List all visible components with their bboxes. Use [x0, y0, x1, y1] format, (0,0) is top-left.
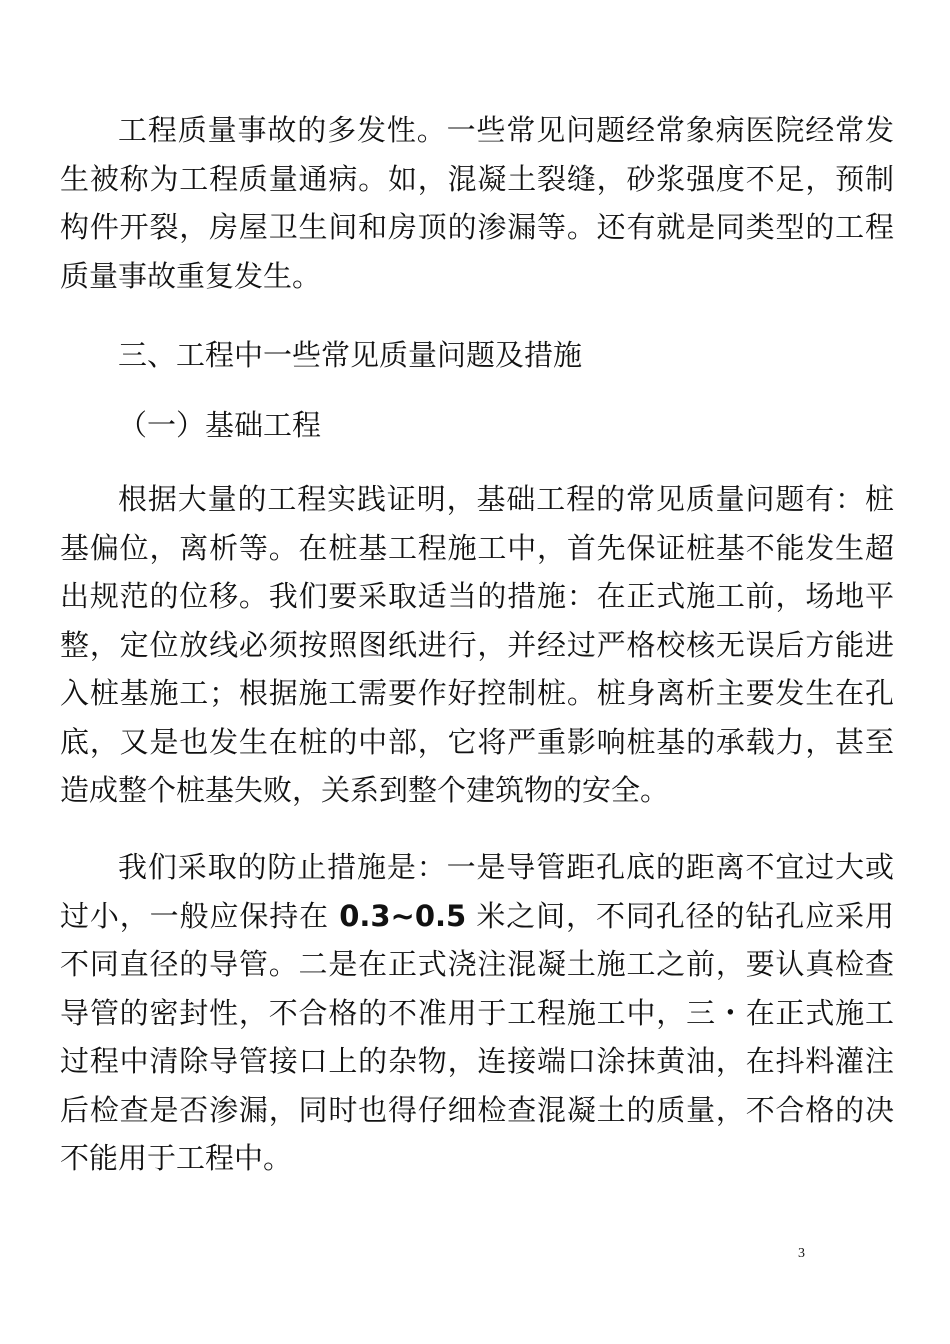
- page-number: 3: [798, 1246, 805, 1261]
- paragraph-quality-accident-frequency: 工程质量事故的多发性。一些常见问题经常象病医院经常发生被称为工程质量通病。如，混凝土裂缝，砂浆强度不足，预制构件开裂，房屋卫生间和房顶的渗漏等。还有就是同类型的工程质量事故重复发生。: [60, 113, 894, 293]
- paragraph-prevention-measures: [60, 843, 894, 1183]
- subsection-heading-foundation-engineering: （一）基础工程: [118, 408, 322, 442]
- prevention-text-part-2: 米之间，不同孔径的钻孔应采用不同直径的导管。二是在正式浇注混凝土施工之前，要认真检查导管的密封性，不合格的不准用于工程施工中，三・在正式施工过程中清除导管接口上的杂物，连接端口涂抹黄油，在抖料灌注后检查是否渗漏，同时也得仔细检查混凝土的质量，不合格的决不能用于工程中。: [60, 898, 894, 1175]
- paragraph-foundation-issues: 根据大量的工程实践证明，基础工程的常见质量问题有：桩基偏位，离析等。在桩基工程施工中，首先保证桩基不能发生超出规范的位移。我们要采取适当的措施：在正式施工前，场地平整，定位放线必须按照图纸进行，并经过严格校核无误后方能进入桩基施工；根据施工需要作好控制桩。桩身离析主要发生在孔底，又是也发生在桩的中部，它将严重影响桩基的承载力，甚至造成整个桩基失败，关系到整个建筑物的安全。: [60, 482, 894, 807]
- prevention-text-part-1: 我们采取的防止措施是：一是导管距孔底的距离不宜过大或过小，一般应保持在: [60, 850, 894, 933]
- distance-range-value: 0.3~0.5: [339, 898, 467, 933]
- section-heading-common-quality-issues: 三、工程中一些常见质量问题及措施: [118, 338, 583, 372]
